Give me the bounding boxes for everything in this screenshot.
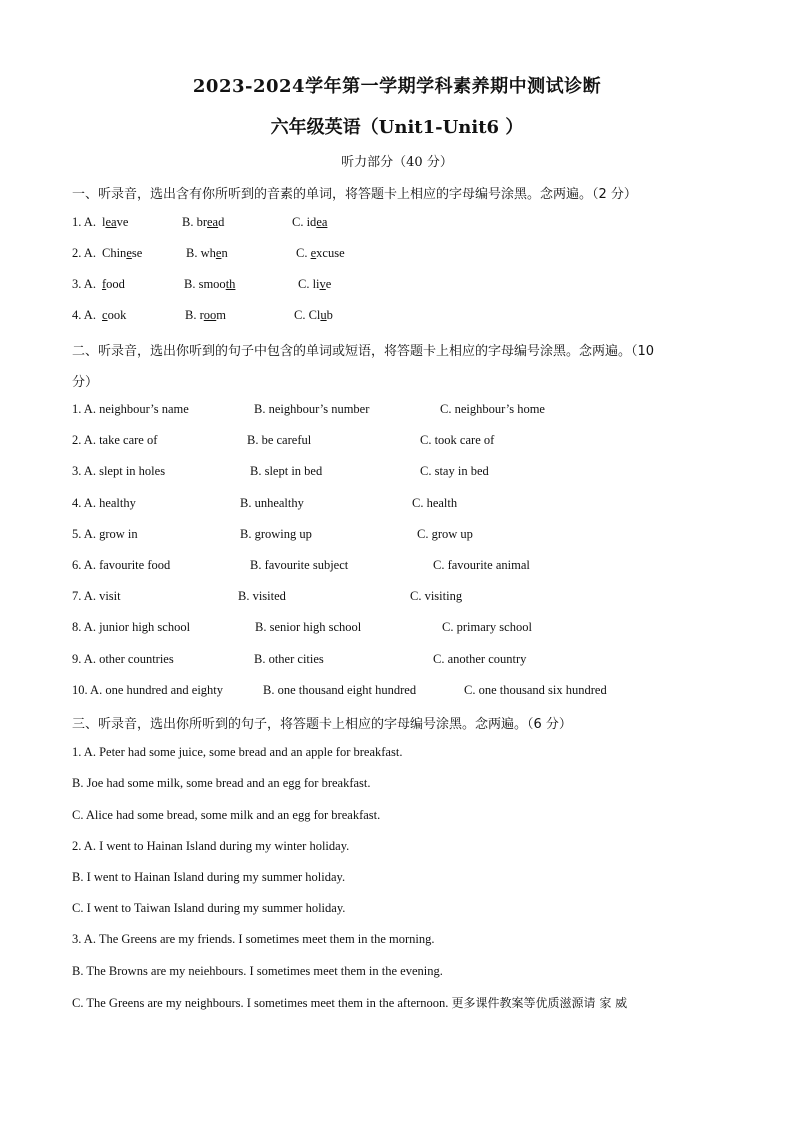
option-c: C. another country: [433, 652, 527, 666]
option-a: food: [102, 277, 125, 291]
section1-item: [72, 215, 722, 233]
option-a: 8. A. junior high school: [72, 620, 191, 634]
option-c: C. live: [298, 277, 332, 291]
option-a: 1. A. neighbour’s name: [72, 402, 189, 416]
option-b: B. other cities: [254, 652, 324, 666]
item-number: 1. A.: [72, 215, 96, 229]
option-c: C. idea: [292, 215, 328, 229]
option-a: 3. A. slept in holes: [72, 464, 166, 478]
section3-line: B. Joe had some milk, some bread and an egg for breakfast.: [72, 776, 371, 790]
section2-item: [72, 683, 722, 701]
section3-line: C. I went to Taiwan Island during my summer holiday.: [72, 901, 346, 915]
section3-line: B. I went to Hainan Island during my summer holiday.: [72, 870, 346, 884]
section2-heading: 二、听录音，选出你听到的句子中包含的单词或短语，将答题卡上相应的字母编号涂黑。念两遍。（10: [72, 344, 655, 359]
option-b: B. growing up: [240, 527, 312, 541]
option-b: B. neighbour’s number: [254, 402, 370, 416]
option-c: C. health: [412, 496, 458, 510]
footer-note: 更多课件教案等优质滋源请 家 威: [451, 996, 628, 1010]
option-b: B. smooth: [184, 277, 236, 291]
option-b: B. visited: [238, 589, 286, 603]
section2-item: [72, 527, 722, 545]
section1-heading: 一、听录音，选出含有你所听到的音素的单词，将答题卡上相应的字母编号涂黑。念两遍。（2 分）: [72, 187, 637, 202]
section3-line: 3. A. The Greens are my friends. I sometimes meet them in the morning.: [72, 932, 435, 946]
exam-subtitle: 六年级英语（Unit1-Unit6 ）: [270, 117, 524, 138]
part-label: 听力部分（40 分）: [341, 155, 453, 170]
section1-item: [72, 308, 722, 326]
section2-item: [72, 558, 722, 576]
section1-item: [72, 277, 722, 295]
option-b: B. one thousand eight hundred: [263, 683, 417, 697]
section2-item: [72, 620, 722, 638]
option-a: 10. A. one hundred and eighty: [72, 683, 224, 697]
option-a: 6. A. favourite food: [72, 558, 171, 572]
option-c: C. excuse: [296, 246, 345, 260]
section3-heading: 三、听录音，选出你所听到的句子，将答题卡上相应的字母编号涂黑。念两遍。（6 分）: [72, 717, 572, 732]
section1-item: [72, 246, 722, 264]
section2-item: [72, 402, 722, 420]
option-b: B. senior high school: [255, 620, 362, 634]
option-c: C. grow up: [417, 527, 473, 541]
option-a: leave: [102, 215, 129, 229]
option-a: Chinese: [102, 246, 143, 260]
option-b: B. unhealthy: [240, 496, 304, 510]
item-number: 3. A.: [72, 277, 96, 291]
section2-item: [72, 652, 722, 670]
section2-item: [72, 433, 722, 451]
section3-line: 2. A. I went to Hainan Island during my winter holiday.: [72, 839, 350, 853]
option-a: 5. A. grow in: [72, 527, 138, 541]
option-a: 7. A. visit: [72, 589, 121, 603]
option-c: C. took care of: [420, 433, 495, 447]
exam-title: 2023-2024学年第一学期学科素养期中测试诊断: [192, 76, 602, 97]
option-a: cook: [102, 308, 127, 322]
section3-line: 1. A. Peter had some juice, some bread and an apple for breakfast.: [72, 745, 403, 759]
item-number: 2. A.: [72, 246, 96, 260]
option-a: 4. A. healthy: [72, 496, 136, 510]
section3-line: C. Alice had some bread, some milk and an egg for breakfast.: [72, 808, 381, 822]
option-c: C. primary school: [442, 620, 532, 634]
section3-last-sentence: C. The Greens are my neighbours. I sometimes meet them in the afternoon.: [72, 996, 449, 1010]
section2-item: [72, 496, 722, 514]
option-b: B. favourite subject: [250, 558, 349, 572]
option-c: C. neighbour’s home: [440, 402, 545, 416]
option-c: C. visiting: [410, 589, 463, 603]
item-number: 4. A.: [72, 308, 96, 322]
option-c: C. stay in bed: [420, 464, 489, 478]
option-a: 9. A. other countries: [72, 652, 174, 666]
section3-line: B. The Browns are my neiehbours. I sometimes meet them in the evening.: [72, 964, 443, 978]
option-c: C. one thousand six hundred: [464, 683, 607, 697]
option-b: B. when: [186, 246, 228, 260]
option-b: B. be careful: [247, 433, 312, 447]
option-b: B. slept in bed: [250, 464, 323, 478]
section2-item: [72, 589, 722, 607]
option-b: B. room: [185, 308, 226, 322]
section2-heading-cont: 分）: [72, 375, 99, 390]
section2-item: [72, 464, 722, 482]
option-c: C. Club: [294, 308, 333, 322]
option-a: 2. A. take care of: [72, 433, 158, 447]
option-c: C. favourite animal: [433, 558, 530, 572]
option-b: B. bread: [182, 215, 225, 229]
section3-line: [72, 994, 627, 1011]
